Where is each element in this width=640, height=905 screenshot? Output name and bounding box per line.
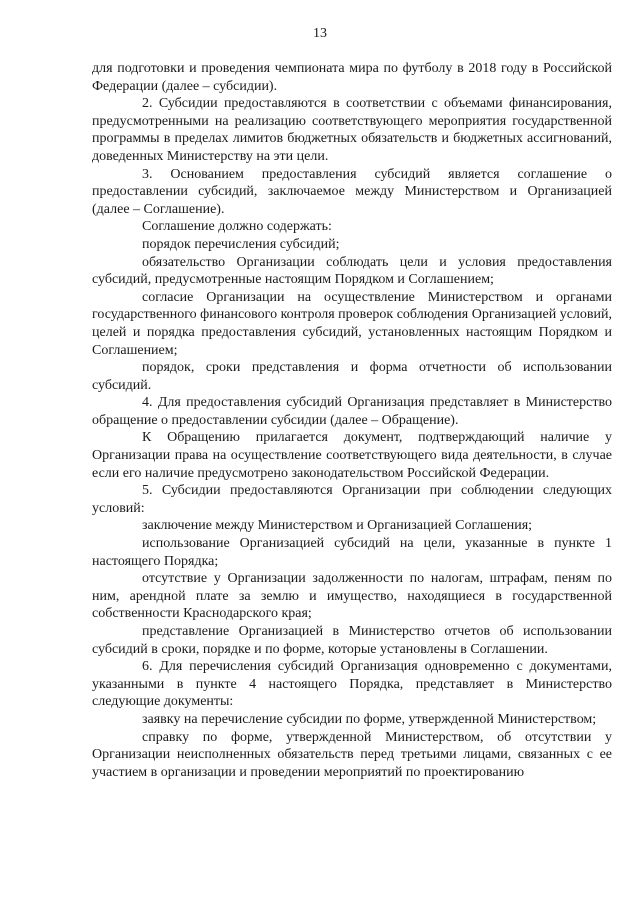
paragraph-certificate: справку по форме, утвержденной Министерством, об отсутствии у Организации неисполненных обязательств перед третьими лицами, связанных с ее участием в организации и проведении мероприятий по проектированию <box>92 729 612 780</box>
paragraph-transfer-order: порядок перечисления субсидий; <box>142 236 340 252</box>
paragraph-obligation: обязательство Организации соблюдать цели и условия предоставления субсидий, предусмотренные настоящим Порядком и Соглашением; <box>92 254 612 288</box>
page-number: 13 <box>313 26 327 41</box>
paragraph-consent: согласие Организации на осуществление Министерством и органами государственного финансового контроля проверок соблюдения Организацией условий, целей и порядка предоставления субсидий, установленных настоящим Порядком и Соглашением; <box>92 289 612 358</box>
paragraph-attachment: К Обращению прилагается документ, подтверждающий наличие у Организации права на осуществление соответствующего вида деятельности, в случае если его наличие предусмотрено законодательством Российской Федерации. <box>92 430 612 481</box>
paragraph-item-4: 4. Для предоставления субсидий Организация представляет в Министерство обращение о предоставлении субсидии (далее – Обращение). <box>92 395 612 428</box>
paragraph-item-2: 2. Субсидии предоставляются в соответствии с объемами финансирования, предусмотренными на реализацию соответствующего мероприятия государственной программы в пределах лимитов бюджетных обязательств и бюджетных ассигнований, доведенных Министерству на эти цели. <box>92 96 612 164</box>
paragraph-condition-no-debt: отсутствие у Организации задолженности по налогам, штрафам, пеням по ним, арендной плате за землю и имущество, находящиеся в государственной собственности Краснодарского края; <box>92 571 612 622</box>
paragraph-condition-agreement: заключение между Министерством и Организацией Соглашения; <box>142 518 533 534</box>
paragraph-application: заявку на перечисление субсидии по форме, утвержденной Министерством; <box>142 711 597 727</box>
paragraph-agreement-contents: Соглашение должно содержать: <box>142 219 332 235</box>
paragraph-item-6: 6. Для перечисления субсидий Организация одновременно с документами, указанными в пункте 4 настоящего Порядка, представляет в Министерство следующие документы: <box>92 659 612 710</box>
paragraph-item-5: 5. Субсидии предоставляются Организации при соблюдении следующих условий: <box>92 483 612 516</box>
document-body <box>92 60 612 781</box>
paragraph-item-3: 3. Основанием предоставления субсидий является соглашение о предоставлении субсидий, заключаемое между Министерством и Организацией (далее – Соглашение). <box>92 166 612 217</box>
paragraph-continuation: для подготовки и проведения чемпионата мира по футболу в 2018 году в Российской Федерации (далее – субсидии). <box>92 61 612 94</box>
paragraph-condition-usage: использование Организацией субсидий на цели, указанные в пункте 1 настоящего Порядка; <box>92 536 612 569</box>
paragraph-reporting: порядок, сроки представления и форма отчетности об использовании субсидий. <box>92 360 612 393</box>
paragraph-condition-reports: представление Организацией в Министерство отчетов об использовании субсидий в сроки, порядке и по форме, которые установлены в Соглашении. <box>92 624 612 657</box>
